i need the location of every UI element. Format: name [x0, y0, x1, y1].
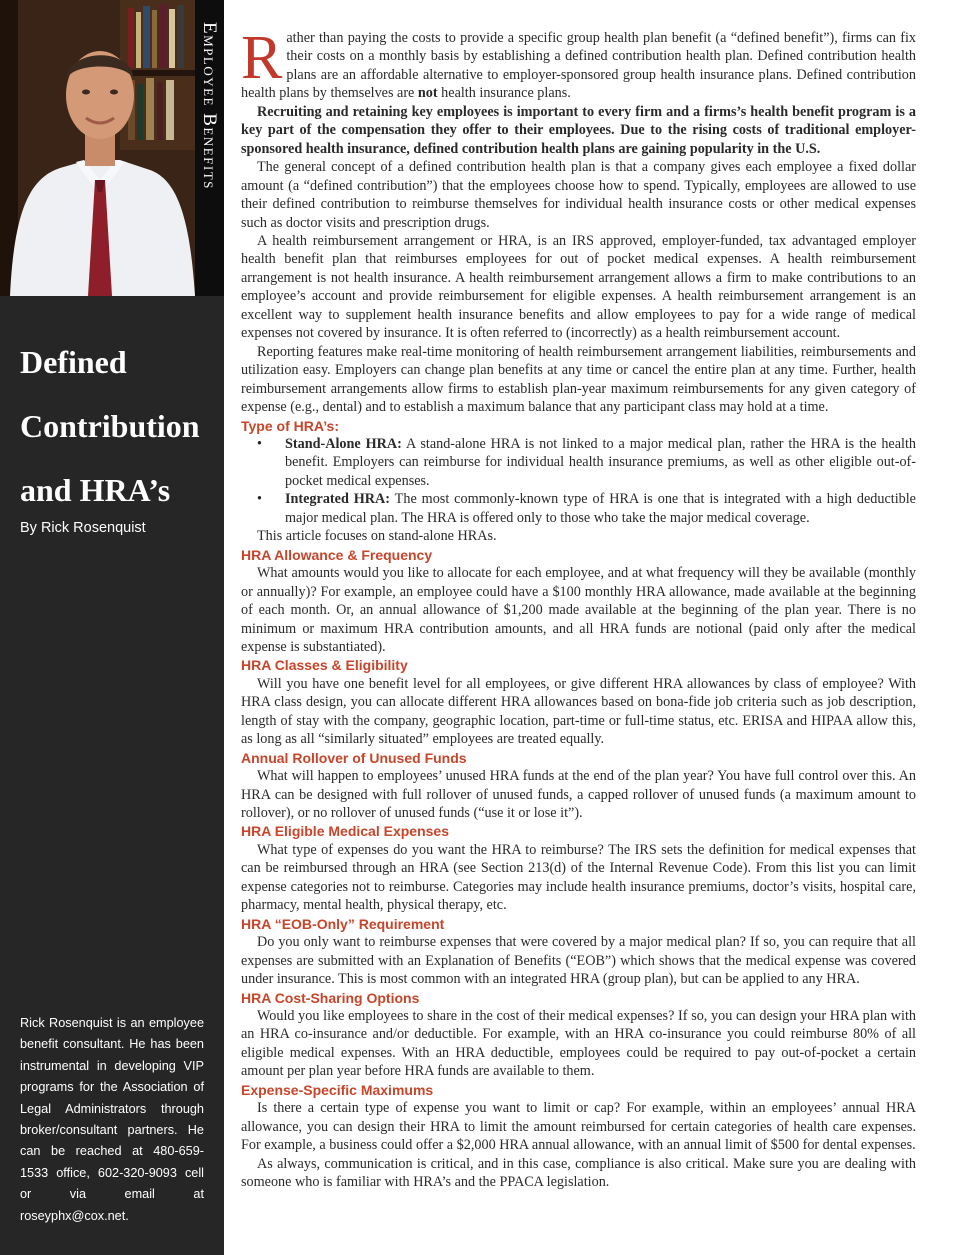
intro-text-a: ather than paying the costs to provide a specific group health plan benefit (a “defined benefit”), firms can fix their costs on a monthly basis by establishing a defined contribution health plan. Defined contribution health plans are an affordable alternative to employer-sponsored group health insurance plans. Defined contribution health plans by themselves are	[241, 30, 916, 102]
hra-types-list	[241, 435, 916, 527]
drop-cap: R	[241, 24, 283, 92]
intro-text-bold: not	[417, 85, 438, 102]
heading-cost-sharing: HRA Cost-Sharing Options	[241, 989, 420, 1006]
bullet-text: The most commonly-known type of HRA is one that is integrated with a high deductible major medical plan. The HRA is offered only to those who take the major medical coverage.	[285, 491, 916, 526]
bullet-term: Stand-Alone HRA:	[285, 435, 402, 452]
paragraph-hra-definition: A health reimbursement arrangement or HRA, is an IRS approved, employer-funded, tax advantaged employer health benefit plan that reimburses employees for out of pocket medical expenses. A health reimbursement arrangement is not health insurance. A health reimbursement arrangement allows a firm to make contributions to an employee’s account and provide reimbursement for eligible expenses. A health reimbursement arrangement is an excellent way to supplement health insurance benefits and allow employees to pay for a wide range of medical expenses not covered by insurance. It is often referred to (incorrectly) as a health reimbursement account.	[241, 232, 916, 342]
paragraph-closing: As always, communication is critical, and in this case, compliance is also critical. Make sure you are dealing with someone who is familiar with HRA’s and the PPACA legislation.	[241, 1155, 916, 1191]
byline: By Rick Rosenquist	[20, 520, 146, 536]
paragraph-classes: Will you have one benefit level for all employees, or give different HRA allowances by class of employee? With HRA class design, you can allocate different HRA allowances based on bona-fide job criteria such as job description, length of stay with the company, geographic location, part-time or full-time status, etc. ERISA and HIPAA allow this, as long as all “similarly situated” employees are treated equally.	[241, 675, 916, 748]
heading-classes: HRA Classes & Eligibility	[241, 657, 408, 674]
heading-eligible: HRA Eligible Medical Expenses	[241, 823, 449, 840]
paragraph-reporting: Reporting features make real-time monitoring of health reimbursement arrangement liabilities, reimbursements and utilization easy. Employers can change plan benefits at any time or cancel the entire plan at any time. Further, health reimbursement arrangements allow firms to establish plan-year maximum reimbursements for any given category of expense (e.g., dental) and to establish a maximum balance that any participant class may hold at a time.	[241, 343, 916, 416]
title-line-3: and HRA’s	[20, 472, 171, 508]
paragraph-intro	[241, 24, 916, 103]
bullet-text: A stand-alone HRA is not linked to a major medical plan, rather the HRA is the health benefit. Employers can reimburse for individual health insurance premiums, as well as other eligible out-of-pocket medical expenses.	[285, 435, 916, 489]
paragraph-eligible: What type of expenses do you want the HRA to reimburse? The IRS sets the definition for medical expenses that can be reimbursed through an HRA (see Section 213(d) of the Internal Revenue Code). From this list you can limit expense categories not to reimburse. Categories may include health insurance premiums, doctor’s visits, hospital care, pharmacy, mental health, physical therapy, etc.	[241, 841, 916, 914]
paragraph-eob: Do you only want to reimburse expenses that were covered by a major medical plan? If so, you can require that all expenses are submitted with an Explanation of Benefits (“EOB”) which shows that the medical expense was covered under insurance. This is most common with an integrated HRA (group plan), but can be applied to any HRA.	[241, 934, 916, 988]
author-bio: Rick Rosenquist is an employee benefit consultant. He has been instrumental in developing VIP programs for the Association of Legal Administrators through broker/consultant partners. He can be reached at 480-659-1533 office, 602-320-9093 cell or via email at roseyphx@cox.net.	[20, 1016, 204, 1223]
title-line-2: Contribution	[20, 408, 200, 444]
list-item	[285, 435, 916, 490]
paragraph-general-concept: The general concept of a defined contribution health plan is that a company gives each employee a fixed dollar amount (a “defined contribution”) that the employees choose how to spend. Typically, employees are allowed to use their defined contribution to reimburse themselves for individual health insurance costs or other medical expenses such as doctor visits and prescription drugs.	[241, 159, 916, 231]
article-title	[20, 330, 220, 522]
title-line-1: Defined	[20, 344, 127, 380]
list-item	[285, 490, 916, 527]
paragraph-rollover: What will happen to employees’ unused HRA funds at the end of the plan year? You have full control over this. An HRA can be designed with full rollover of unused funds, a capped rollover of unused funds (a maximum amount to rollover), or no rollover of unused funds (“use it or lose it”).	[241, 768, 916, 822]
paragraph-recruiting: Recruiting and retaining key employees is important to every firm and a firms’s health benefit program is a key part of the compensation they offer to their employees. Due to the rising costs of traditional employer-sponsored health insurance, defined contribution health plans are gaining popularity in the U.S.	[241, 103, 916, 157]
bullet-term: Integrated HRA:	[285, 491, 391, 508]
article-body	[241, 24, 916, 1192]
paragraph-allowance: What amounts would you like to allocate for each employee, and at what frequency will they be available (monthly or annually)? For example, an employee could have a $100 monthly HRA allowance, made available at the beginning of each month. Or, an annual allowance of $1,200 made available at the beginning of the plan year. There is no minimum or maximum HRA contribution amounts, and all HRA funds are notional (paid only after the medical expense is substantiated).	[241, 565, 916, 655]
heading-maximums: Expense-Specific Maximums	[241, 1081, 434, 1098]
heading-types: Type of HRA’s:	[241, 417, 340, 434]
author-photo	[0, 0, 195, 296]
heading-eob: HRA “EOB-Only” Requirement	[241, 915, 445, 932]
heading-rollover: Annual Rollover of Unused Funds	[241, 749, 467, 766]
paragraph-maximums: Is there a certain type of expense you want to limit or cap? For example, within an employees’ annual HRA allowance, you can design their HRA to limit the amount reimbursed for certain categories of health care expenses. For example, a business could offer a $2,000 HRA annual allowance, with an annual limit of $500 for dental expenses.	[241, 1100, 916, 1154]
paragraph-focus: This article focuses on stand-alone HRAs.	[257, 528, 497, 545]
heading-allowance: HRA Allowance & Frequency	[241, 546, 433, 563]
sidebar	[0, 0, 224, 1255]
intro-text-b: health insurance plans.	[437, 85, 571, 102]
section-label: Employee Benefits	[199, 22, 220, 190]
paragraph-cost-sharing: Would you like employees to share in the cost of their medical expenses? If so, you can design your HRA plan with an HRA co-insurance and/or deductible. For example, with an HRA co-insurance you could reimburse 80% of all eligible medical expenses. With an HRA deductible, employees could be required to pay out-of-pocket a certain amount per plan year before HRA funds are available to them.	[241, 1008, 916, 1080]
